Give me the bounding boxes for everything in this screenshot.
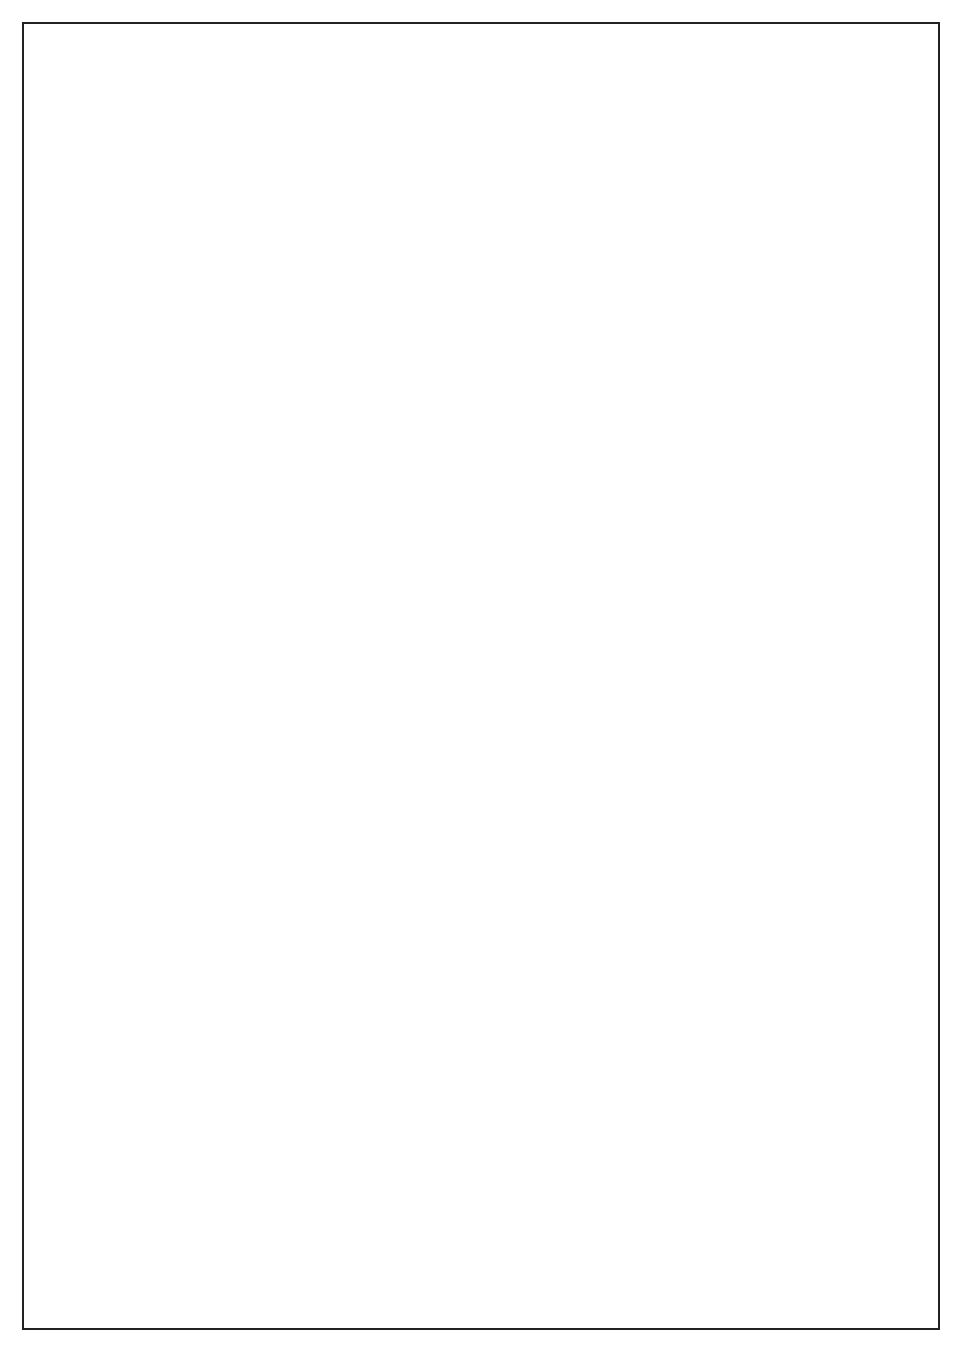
page-title-overlay xyxy=(34,516,934,684)
